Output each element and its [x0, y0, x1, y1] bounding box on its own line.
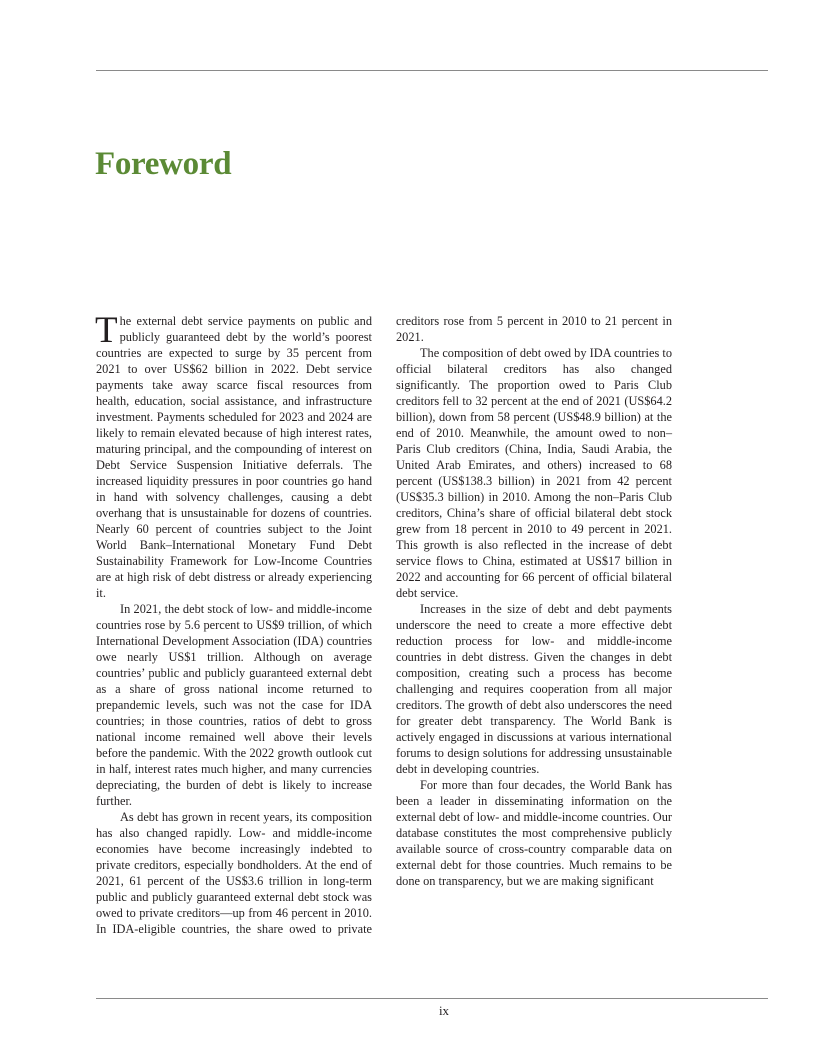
page-number: ix: [438, 1003, 450, 1018]
header-rule: [96, 70, 768, 71]
drop-cap: T: [95, 310, 118, 351]
footer-rule: [96, 998, 768, 999]
paragraph-1-text: he external debt service payments on public and publicly guaranteed debt by the world’s poorest countries are expected to surge by 35 percent from 2021 to over US$62 billion in 2022. Debt service payments take away scarce fiscal resources from health, education, social assistance, and infrastructure investment. Payments scheduled for 2023 and 2024 are likely to remain elevated because of high interest rates, maturing principal, and the compounding of interest on Debt Service Suspension Initiative deferrals. The increased liquidity pressures in poor countries go hand in hand with solvency challenges, causing a debt overhang that is unsustainable for dozens of countries. Nearly 60 percent of countries subject to the Joint World Bank–International Monetary Fund Debt Sustainability Framework for Low-Income Countries are at high risk of debt distress or already experiencing it.: [96, 314, 372, 600]
paragraph-2: In 2021, the debt stock of low- and middle-income countries rose by 5.6 percent to US$9 trillion, of which International Development Association (IDA) countries owe nearly US$1 trillion. Although on average countries’ public and publicly guaranteed external debt as a share of gross national income returned to prepandemic levels, such was not the case for IDA countries; in those countries, ratios of debt to gross national income remained well above their levels before the pandemic. With the 2022 growth outlook cut in half, interest rates much higher, and many currencies depreciating, the burden of debt is likely to increase further.: [96, 602, 372, 808]
paragraph-4: The composition of debt owed by IDA countries to official bilateral creditors has also changed significantly. The proportion owed to Paris Club creditors fell to 32 percent at the end of 2021 (US$64.2 billion), down from 58 percent (US$48.9 billion) at the end of 2010. Meanwhile, the amount owed to non–Paris Club creditors (China, India, Saudi Arabia, the United Arab Emirates, and others) increased to 68 percent (US$138.3 billion) in 2021 from 42 percent (US$35.3 billion) in 2010. Among the non–Paris Club creditors, China’s share of official bilateral debt stock grew from 18 percent in 2010 to 49 percent in 2021. This growth is also reflected in the increase of debt service flows to China, estimated at US$17 billion in 2022 and accounting for 66 percent of official bilateral debt service.: [396, 346, 672, 600]
paragraph-5: Increases in the size of debt and debt payments underscore the need to create a more effective debt reduction process for low- and middle-income countries in debt distress. Given the changes in debt composition, creating such a process has become challenging and requires cooperation from all major creditors. The growth of debt also underscores the need for greater debt transparency. The World Bank is actively engaged in discussions at various international forums to design solutions for addressing unsustainable debt in developing countries.: [396, 602, 672, 776]
paragraph-1: [95, 310, 372, 601]
body-text: [95, 310, 672, 953]
paragraph-3: As debt has grown in recent years, its composition has also changed rapidly. Low- and middle-income economies have become increasingly indebted to private creditors, especially bondholders. At the end of 2021, 61 percent of the US$3.6 trillion in long-term public and publicly guaranteed external debt stock was owed to private creditors—up from 46 percent in 2010. In IDA-eligible countries, the share owed to private creditors rose from 5 percent in 2010 to 21 percent in 2021.: [96, 314, 672, 936]
page-title: Foreword: [95, 146, 232, 182]
paragraph-6: For more than four decades, the World Bank has been a leader in disseminating information on the external debt of low- and middle-income countries. Our database constitutes the most comprehensive publicly available source of cross-country comparable data on external debt for those countries. Much remains to be done on transparency, but we are making significant: [396, 778, 672, 888]
